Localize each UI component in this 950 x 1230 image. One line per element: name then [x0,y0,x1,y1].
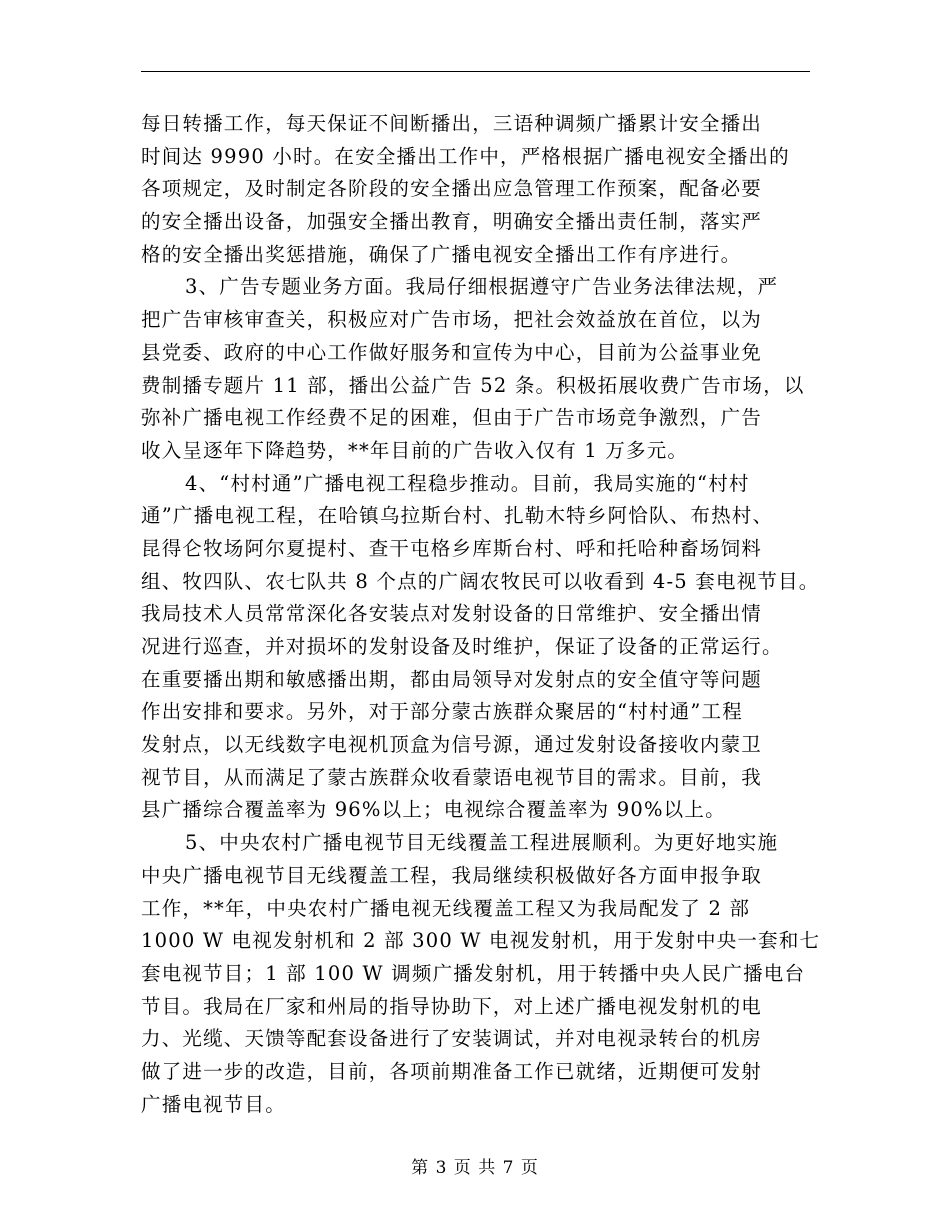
text-line: 收入呈逐年下降趋势，**年目前的广告收入仅有 1 万多元。 [141,438,689,462]
document-body [141,108,831,1121]
text-line: 县党委、政府的中心工作做好服务和宣传为中心，目前为公益事业免 [141,340,763,364]
header-rule [141,71,810,72]
paragraph-4-start: 4、“村村通”广播电视工程稳步推动。目前，我局实施的“村村 [185,471,750,495]
text-line: 做了进一步的改造，目前，各项前期准备工作已就绪，近期便可发射 [141,1059,763,1083]
text-line: 组、牧四队、农七队共 8 个点的广阔农牧民可以收看到 4-5 套电视节目。 [141,569,820,593]
text-line: 弥补广播电视工作经费不足的困难，但由于广告市场竞争激烈，广告 [141,406,763,430]
text-line: 通”广播电视工程，在哈镇乌拉斯台村、扎勒木特乡阿恰队、布热村、 [141,504,774,528]
text-line: 视节目，从而满足了蒙古族群众收看蒙语电视节目的需求。目前，我 [141,765,763,789]
text-line: 工作，**年，中央农村广播电视无线覆盖工程又为我局配发了 2 部 [141,896,751,920]
text-line: 各项规定，及时制定各阶段的安全播出应急管理工作预案，配备必要 [141,177,763,201]
text-line: 昆得仑牧场阿尔夏提村、查干屯格乡库斯台村、呼和托哈种畜场饲料 [141,536,763,560]
text-line: 发射点，以无线数字电视机顶盒为信号源，通过发射设备接收内蒙卫 [141,733,763,757]
text-line: 时间达 9990 小时。在安全播出工作中，严格根据广播电视安全播出的 [141,144,790,168]
text-line: 中央广播电视节目无线覆盖工程，我局继续积极做好各方面申报争取 [141,863,763,887]
text-line: 每日转播工作，每天保证不间断播出，三语种调频广播累计安全播出 [141,112,763,135]
text-line: 力、光缆、天馈等配套设备进行了安装调试，并对电视录转台的机房 [141,1027,763,1051]
text-line: 节目。我局在厂家和州局的指导协助下，对上述广播电视发射机的电 [141,994,763,1018]
text-line: 我局技术人员常常深化各安装点对发射设备的日常维护、安全播出情 [141,602,763,626]
text-line: 作出安排和要求。另外，对于部分蒙古族群众聚居的“村村通”工程 [141,700,743,724]
text-line: 在重要播出期和敏感播出期，都由局领导对发射点的安全值守等问题 [141,667,763,691]
text-line: 况进行巡查，并对损坏的发射设备及时维护，保证了设备的正常运行。 [141,635,783,658]
text-line: 套电视节目；1 部 100 W 调频广播发射机，用于转播中央人民广播电台 [141,961,806,985]
text-line: 把广告审核审查关，积极应对广告市场，把社会效益放在首位，以为 [141,308,763,332]
text-line: 1000 W 电视发射机和 2 部 300 W 电视发射机，用于发射中央一套和七 [141,929,821,953]
text-line: 格的安全播出奖惩措施，确保了广播电视安全播出工作有序进行。 [141,242,742,266]
paragraph-5-start: 5、中央农村广播电视节目无线覆盖工程进展顺利。为更好地实施 [185,831,779,855]
text-line: 费制播专题片 11 部，播出公益广告 52 条。积极拓展收费广告市场，以 [141,373,805,397]
text-line: 广播电视节目。 [141,1092,286,1116]
text-line: 县广播综合覆盖率为 96%以上；电视综合覆盖率为 90%以上。 [141,798,726,822]
text-line: 的安全播出设备，加强安全播出教育，明确安全播出责任制，落实严 [141,210,763,234]
paragraph-3-start: 3、广告专题业务方面。我局仔细根据遵守广告业务法律法规，严 [185,275,779,299]
page-number-footer: 第 3 页 共 7 页 [411,1158,539,1178]
